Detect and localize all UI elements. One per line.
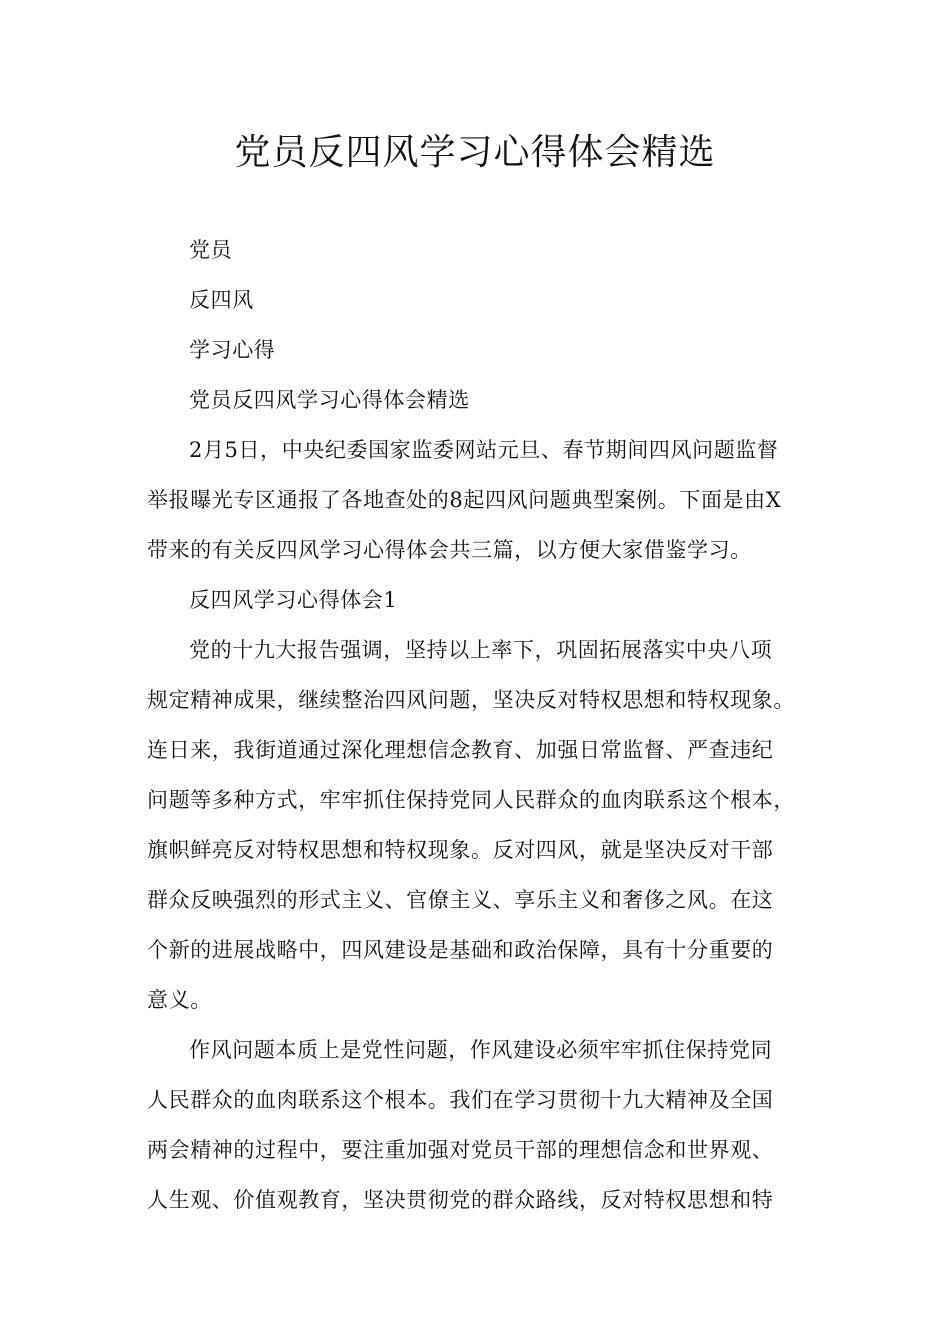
- paragraph-first-line: 学习心得: [189, 338, 276, 362]
- paragraph-line: 意义。: [147, 988, 212, 1012]
- paragraph-first-line: 反四风学习心得体会1: [189, 588, 398, 612]
- paragraph-first-line: 2月5日，中央纪委国家监委网站元旦、春节期间四风问题监督: [189, 438, 779, 462]
- paragraph-line: 问题等多种方式，牢牢抓住保持党同人民群众的血肉联系这个根本，: [147, 788, 795, 812]
- paragraph-line: 个新的进展战略中，四风建设是基础和政治保障，具有十分重要的: [147, 938, 774, 962]
- paragraph-line: 旗帜鲜亮反对特权思想和特权现象。反对四风，就是坚决反对干部: [147, 838, 774, 862]
- paragraph-first-line: 党员反四风学习心得体会精选: [189, 388, 470, 412]
- paragraph-line: 举报曝光专区通报了各地查处的8起四风问题典型案例。下面是由X: [147, 488, 782, 512]
- paragraph-line: 带来的有关反四风学习心得体会共三篇，以方便大家借鉴学习。: [147, 538, 752, 562]
- paragraph-first-line: 党的十九大报告强调，坚持以上率下，巩固拓展落实中央八项: [189, 638, 773, 662]
- paragraph-line: 连日来，我街道通过深化理想信念教育、加强日常监督、严查违纪: [147, 738, 774, 762]
- document-title: 党员反四风学习心得体会精选: [234, 132, 716, 173]
- paragraph-line: 人生观、价值观教育，坚决贯彻党的群众路线，反对特权思想和特: [147, 1188, 774, 1212]
- paragraph-line: 人民群众的血肉联系这个根本。我们在学习贯彻十九大精神及全国: [147, 1088, 774, 1112]
- paragraph-line: 两会精神的过程中，要注重加强对党员干部的理想信念和世界观、: [147, 1138, 774, 1162]
- paragraph-line: 群众反映强烈的形式主义、官僚主义、享乐主义和奢侈之风。在这: [147, 888, 774, 912]
- paragraph-first-line: 作风问题本质上是党性问题，作风建设必须牢牢抓住保持党同: [189, 1038, 773, 1062]
- paragraph-first-line: 党员: [189, 238, 233, 262]
- paragraph-line: 规定精神成果，继续整治四风问题，坚决反对特权思想和特权现象。: [147, 688, 795, 712]
- paragraph-first-line: 反四风: [189, 288, 254, 312]
